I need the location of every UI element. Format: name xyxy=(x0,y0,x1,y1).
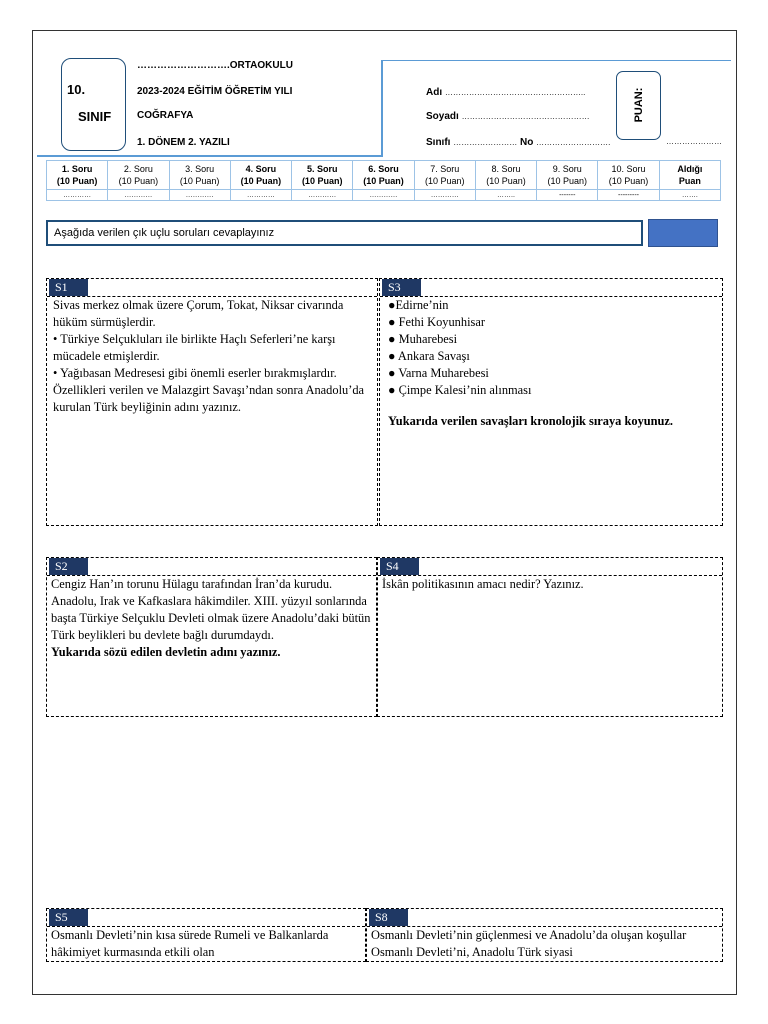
question-text xyxy=(51,576,372,661)
class-field-dots: …………………… xyxy=(453,138,518,147)
question-text xyxy=(53,297,373,416)
score-header-cell: 1. Soru (10 Puan) xyxy=(47,161,108,190)
header-divider xyxy=(381,60,383,156)
header-bottom-line xyxy=(37,155,383,157)
question-tag: S8 xyxy=(369,909,408,926)
question-prompt: Yukarıda verilen savaşları kronolojik sıraya koyunuz. xyxy=(388,414,674,428)
no-label: No xyxy=(520,137,534,148)
instruction-accent xyxy=(648,219,718,247)
score-header-cell: 7. Soru (10 Puan) xyxy=(414,161,475,190)
list-item: ● Varna Muharebesi xyxy=(388,366,489,380)
score-header-cell: 5. Soru (10 Puan) xyxy=(292,161,353,190)
question-body: İskân politikasının amacı nedir? Yazınız. xyxy=(382,577,584,591)
school-name: ……………………….ORTAOKULU xyxy=(137,60,293,71)
score-table xyxy=(46,160,721,201)
question-s3 xyxy=(379,278,723,526)
score-blank-cell[interactable]: --------- xyxy=(598,190,659,201)
score-blank-cell[interactable]: ………… xyxy=(414,190,475,201)
score-header-cell: 4. Soru (10 Puan) xyxy=(230,161,291,190)
score-blank-cell[interactable]: ………… xyxy=(230,190,291,201)
score-header-cell: 8. Soru (10 Puan) xyxy=(475,161,536,190)
list-item: ●Edirne’nin xyxy=(388,298,449,312)
score-blank-cell[interactable]: ………… xyxy=(353,190,414,201)
list-item: ● Çimpe Kalesi’nin alınması xyxy=(388,383,532,397)
header-top-line xyxy=(381,60,731,61)
score-header-cell: 9. Soru (10 Puan) xyxy=(537,161,598,190)
score-header-cell: 2. Soru (10 Puan) xyxy=(108,161,169,190)
class-label: SINIF xyxy=(78,109,112,124)
question-s2 xyxy=(46,557,377,717)
score-label: PUAN: xyxy=(633,87,645,123)
term: 1. DÖNEM 2. YAZILI xyxy=(137,137,230,148)
surname-label: Soyadı xyxy=(426,111,459,122)
class-number: 10. xyxy=(67,82,86,97)
score-blank-cell[interactable]: ………… xyxy=(169,190,230,201)
score-blank-cell[interactable]: ………… xyxy=(47,190,108,201)
question-tag: S5 xyxy=(49,909,88,926)
surname-dots: ………………………………………… xyxy=(461,112,590,121)
question-s4 xyxy=(377,557,723,717)
score-blank-cell[interactable]: ………… xyxy=(292,190,353,201)
student-surname-field[interactable] xyxy=(426,111,590,122)
question-prompt: Özellikleri verilen ve Malazgirt Savaşı’ndan sonra Anadolu’da kurulan Türk beyliğinin adını yazınız. xyxy=(53,383,365,414)
question-prompt: Yukarıda sözü edilen devletin adını yazınız. xyxy=(51,645,281,659)
subject: COĞRAFYA xyxy=(137,110,194,121)
instruction-box: Aşağıda verilen çık uçlu soruları cevaplayınız xyxy=(46,220,643,246)
question-s1 xyxy=(46,278,378,526)
list-item: ● Ankara Savaşı xyxy=(388,349,470,363)
question-tag: S4 xyxy=(380,558,419,575)
no-dots: ………………………. xyxy=(536,138,611,147)
score-header-cell: 10. Soru (10 Puan) xyxy=(598,161,659,190)
student-class-field[interactable] xyxy=(426,137,610,148)
name-dots: …………………………………………….. xyxy=(444,88,586,97)
list-item: ● Muharebesi xyxy=(388,332,458,346)
student-name-field[interactable] xyxy=(426,87,585,98)
list-item: ● Fethi Koyunhisar xyxy=(388,315,485,329)
question-tag: S2 xyxy=(49,558,88,575)
question-tag: S1 xyxy=(49,279,88,296)
question-text xyxy=(51,927,361,961)
score-header-cell: 3. Soru (10 Puan) xyxy=(169,161,230,190)
question-body: Osmanlı Devleti’nin kısa sürede Rumeli ve Balkanlarda hâkimiyet kurmasında etkili olan xyxy=(51,928,329,959)
question-line: • Türkiye Selçukluları ile birlikte Haçlı Seferleri’ne karşı mücadele etmişlerdir. xyxy=(53,332,336,363)
question-text xyxy=(388,297,718,430)
class-field-label: Sınıfı xyxy=(426,137,451,148)
score-dots[interactable]: ………………… xyxy=(666,137,722,146)
score-header-cell: 6. Soru (10 Puan) xyxy=(353,161,414,190)
school-year: 2023-2024 EĞİTİM ÖĞRETİM YILI xyxy=(137,86,293,97)
question-s5 xyxy=(46,908,366,962)
score-blank-cell[interactable]: ------- xyxy=(537,190,598,201)
question-tag: S3 xyxy=(382,279,421,296)
class-box xyxy=(61,58,126,151)
score-header-cell: Aldığı Puan xyxy=(659,161,720,190)
question-s8 xyxy=(366,908,723,962)
question-text xyxy=(382,576,718,593)
score-blank-cell[interactable]: …….. xyxy=(475,190,536,201)
question-body: Osmanlı Devleti’nin güçlenmesi ve Anadolu’da oluşan koşullar Osmanlı Devleti’ni, Anadolu Türk siyasi xyxy=(371,928,687,959)
question-body: Cengiz Han’ın torunu Hülagu tarafından İran’da kurudu. Anadolu, Irak ve Kafkaslara hâkimdiler. XIII. yüzyıl sonlarında başta Türkiye Selçuklu Devleti olmak üzere Anadolu’daki bütün Türk beylikleri bu devlete bağlı durumdaydı. xyxy=(51,577,371,642)
score-blank-cell[interactable]: ………… xyxy=(108,190,169,201)
name-label: Adı xyxy=(426,87,443,98)
question-line: Sivas merkez olmak üzere Çorum, Tokat, Niksar civarında hüküm sürmüşlerdir. xyxy=(53,298,344,329)
question-line: • Yağıbasan Medresesi gibi önemli eserler bırakmışlardır. xyxy=(53,366,337,380)
score-blank-cell[interactable]: ……. xyxy=(659,190,720,201)
question-text xyxy=(371,927,718,961)
